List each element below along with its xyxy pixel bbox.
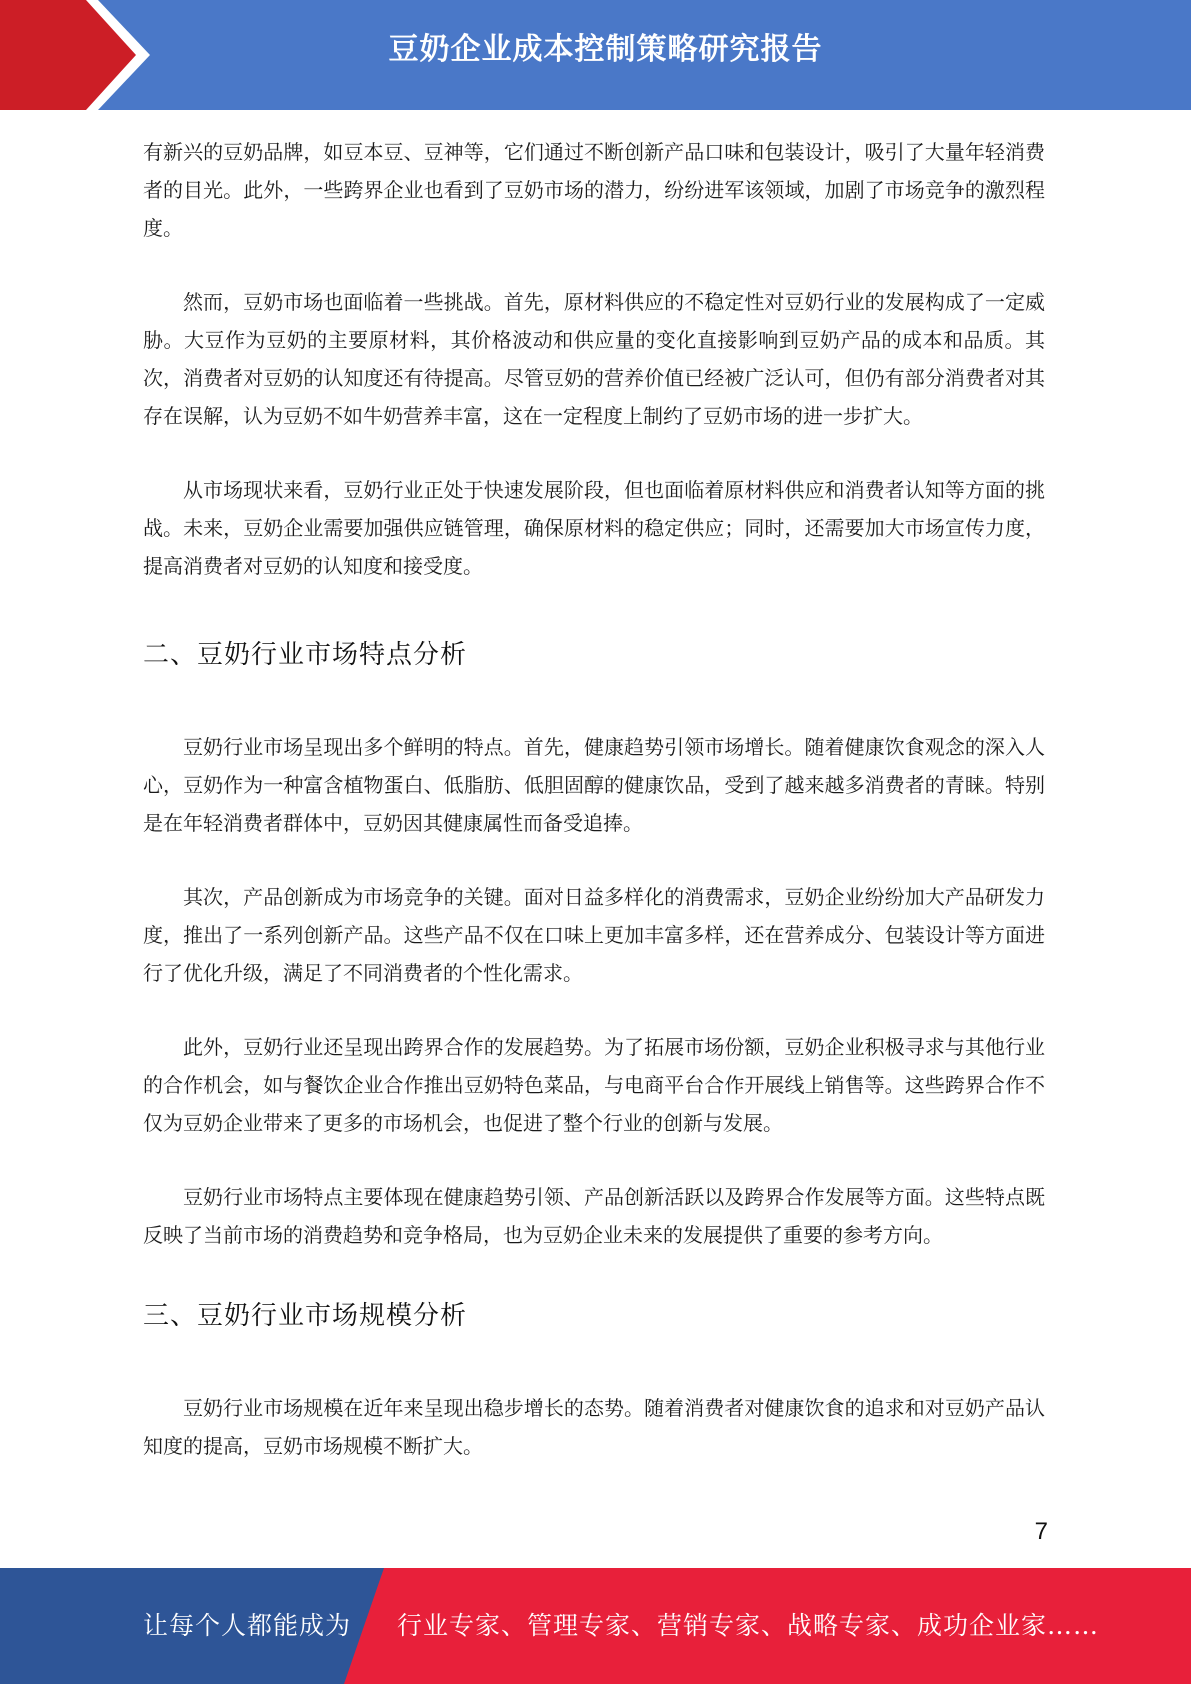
paragraph-challenges: 然而，豆奶市场也面临着一些挑战。首先，原材料供应的不稳定性对豆奶行业的发展构成了一定威胁。大豆作为豆奶的主要原材料，其价格波动和供应量的变化直接影响到豆奶产品的成本和品质。其次，消费者对豆奶的认知度还有待提高。尽管豆奶的营养价值已经被广泛认可，但仍有部分消费者对其存在误解，认为豆奶不如牛奶营养丰富，这在一定程度上制约了豆奶市场的进一步扩大。 xyxy=(143,290,1045,428)
page-number: 7 xyxy=(1034,1518,1048,1545)
paragraph-market-size: 豆奶行业市场规模在近年来呈现出稳步增长的态势。随着消费者对健康饮食的追求和对豆奶产品认知度的提高，豆奶市场规模不断扩大。 xyxy=(143,1396,1045,1458)
paragraph-market-status: 从市场现状来看，豆奶行业正处于快速发展阶段，但也面临着原材料供应和消费者认知等方面的挑战。未来，豆奶企业需要加强供应链管理，确保原材料的稳定供应；同时，还需要加大市场宣传力度，提高消费者对豆奶的认知度和接受度。 xyxy=(143,478,1045,578)
paragraph-health-trend: 豆奶行业市场呈现出多个鲜明的特点。首先，健康趋势引领市场增长。随着健康饮食观念的深入人心，豆奶作为一种富含植物蛋白、低脂肪、低胆固醇的健康饮品，受到了越来越多消费者的青睐。特别是在年轻消费者群体中，豆奶因其健康属性而备受追捧。 xyxy=(143,735,1045,835)
document-title: 豆奶企业成本控制策略研究报告 xyxy=(388,32,823,67)
paragraph-features-summary: 豆奶行业市场特点主要体现在健康趋势引领、产品创新活跃以及跨界合作发展等方面。这些特点既反映了当前市场的消费趋势和竞争格局，也为豆奶企业未来的发展提供了重要的参考方向。 xyxy=(143,1185,1045,1247)
paragraph-cross-industry: 此外，豆奶行业还呈现出跨界合作的发展趋势。为了拓展市场份额，豆奶企业积极寻求与其他行业的合作机会，如与餐饮企业合作推出豆奶特色菜品，与电商平台合作开展线上销售等。这些跨界合作不仅为豆奶企业带来了更多的市场机会，也促进了整个行业的创新与发展。 xyxy=(143,1035,1045,1135)
header-banner xyxy=(0,0,1191,110)
footer-slogan-right: 行业专家、管理专家、营销专家、战略专家、成功企业家…… xyxy=(397,1611,1100,1640)
page-content xyxy=(143,133,1045,1465)
paragraph-product-innovation: 其次，产品创新成为市场竞争的关键。面对日益多样化的消费需求，豆奶企业纷纷加大产品研发力度，推出了一系列创新产品。这些产品不仅在口味上更加丰富多样，还在营养成分、包装设计等方面进行了优化升级，满足了不同消费者的个性化需求。 xyxy=(143,885,1045,985)
section-heading-market-size: 三、豆奶行业市场规模分析 xyxy=(143,1301,468,1331)
section-heading-market-features: 二、豆奶行业市场特点分析 xyxy=(143,640,468,670)
footer-slogan-left: 让每个人都能成为 xyxy=(143,1611,352,1640)
footer-banner xyxy=(0,1568,1191,1684)
paragraph-continuation: 有新兴的豆奶品牌，如豆本豆、豆神等，它们通过不断创新产品口味和包装设计，吸引了大量年轻消费者的目光。此外，一些跨界企业也看到了豆奶市场的潜力，纷纷进军该领域，加剧了市场竞争的激烈程度。 xyxy=(143,140,1045,240)
